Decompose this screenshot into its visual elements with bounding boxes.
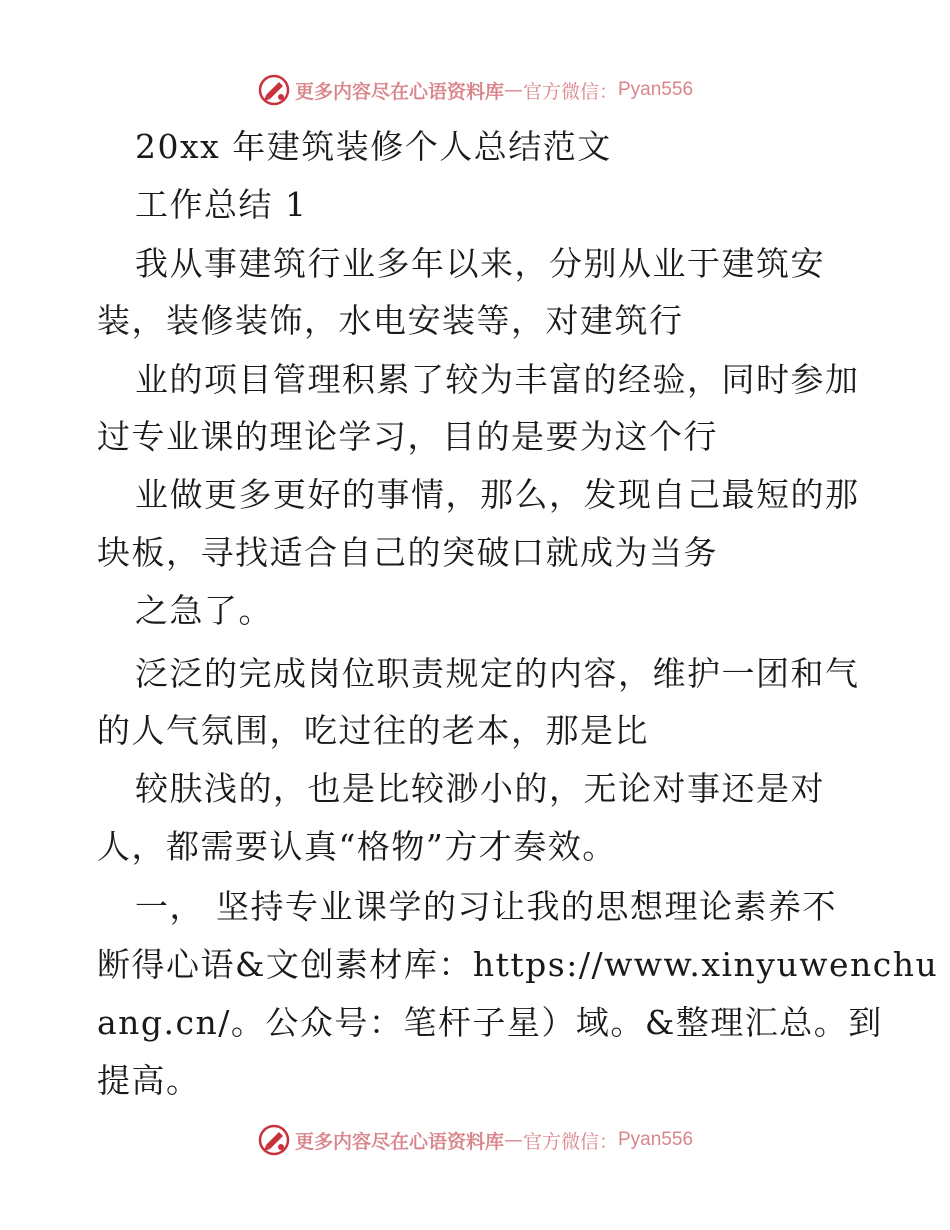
banner-official-label: 官方微信： <box>522 80 618 103</box>
banner-dash: — <box>503 79 523 101</box>
paragraph-line: 之急了。 <box>135 591 273 630</box>
paragraph-line: 业做更多更好的事情，那么，发现自己最短的那 <box>135 475 860 514</box>
banner-dash: — <box>503 1129 523 1151</box>
paragraph-line: 一， 坚持专业课学的习让我的思想理论素养不 <box>135 887 837 926</box>
paragraph-line: 人，都需要认真“格物”方才奏效。 <box>97 827 617 866</box>
paragraph-line: 块板，寻找适合自己的突破口就成为当务 <box>97 533 718 572</box>
logo-icon <box>257 1123 291 1157</box>
banner-wechat-id: Pyan556 <box>618 79 694 100</box>
banner-brand-text: 更多内容尽在心语资料库 <box>294 1130 504 1153</box>
paragraph-line: 较肤浅的，也是比较渺小的，无论对事还是对 <box>135 769 825 808</box>
paragraph-line: 我从事建筑行业多年以来，分别从业于建筑安 <box>135 244 825 283</box>
paragraph-line: 的人气氛围，吃过往的老本，那是比 <box>97 711 649 750</box>
paragraph-line: 泛泛的完成岗位职责规定的内容，维护一团和气 <box>135 654 860 693</box>
document-title: 20xx 年建筑装修个人总结范文 <box>135 127 612 166</box>
paragraph-line: 过专业课的理论学习，目的是要为这个行 <box>97 417 718 456</box>
paragraph-line: 业的项目管理积累了较为丰富的经验，同时参加 <box>135 360 860 399</box>
paragraph-line: 断得心语&文创素材库：https://www.xinyuwenchu <box>97 945 939 984</box>
banner-brand-text: 更多内容尽在心语资料库 <box>294 80 504 103</box>
document-subtitle: 工作总结 1 <box>135 185 308 224</box>
banner-wechat-id: Pyan556 <box>618 1129 694 1150</box>
paragraph-line: ang.cn/。公众号：笔杆子星）域。&整理汇总。到 <box>97 1003 883 1042</box>
footer-banner <box>0 1120 950 1160</box>
paragraph-line: 装，装修装饰，水电安装等，对建筑行 <box>97 301 684 340</box>
banner-official-label: 官方微信： <box>522 1130 618 1153</box>
paragraph-line: 提高。 <box>97 1061 201 1100</box>
